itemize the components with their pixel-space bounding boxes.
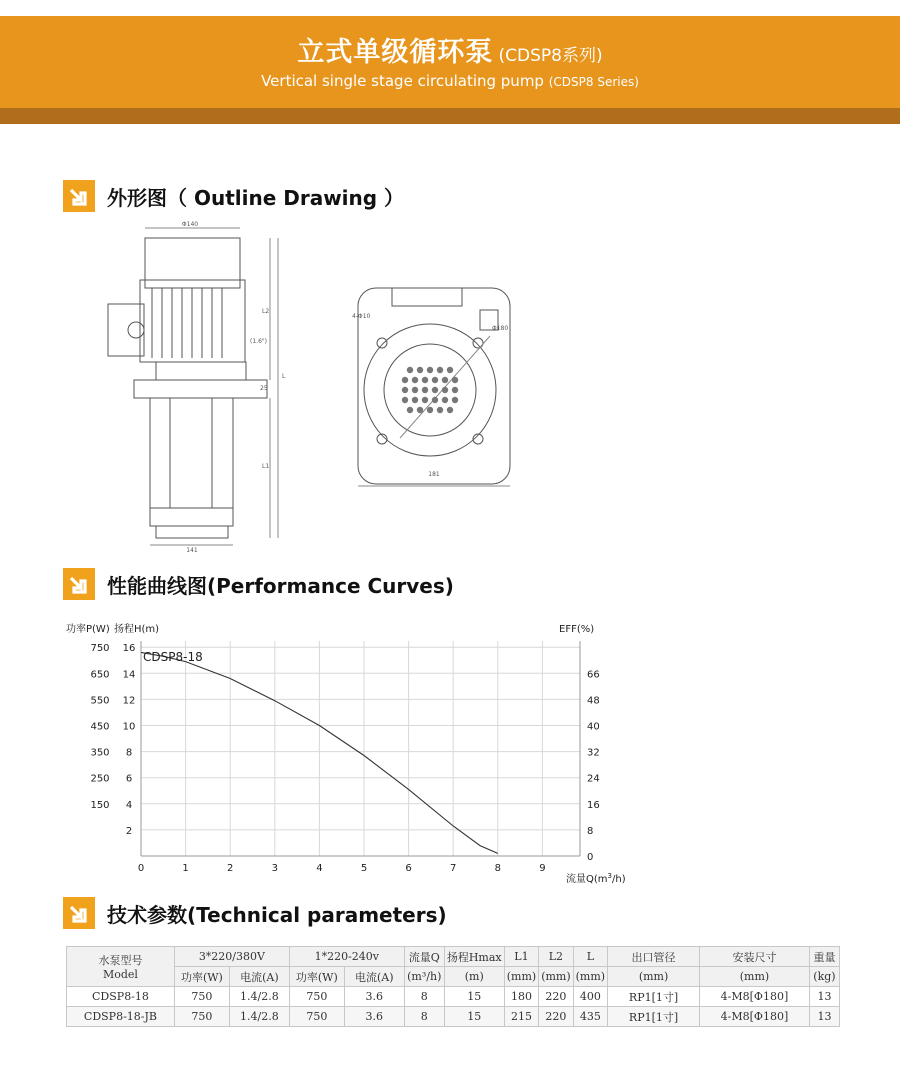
sub-power-3ph: 功率(W) <box>174 967 229 987</box>
cell-l1: 180 <box>504 987 538 1007</box>
eff-tick-label: 66 <box>587 669 600 681</box>
x-tick-label: 9 <box>539 863 546 874</box>
sub-current-1ph: 电流(A) <box>344 967 404 987</box>
cell-l2: 220 <box>539 1007 573 1027</box>
dim-l2-label: L2 <box>262 308 270 315</box>
table-row <box>67 1007 840 1027</box>
outline-section-title: 外形图（ Outline Drawing ） <box>107 185 405 210</box>
dim-l-label: L <box>282 373 286 380</box>
head-tick-label: 4 <box>125 799 133 811</box>
power-tick-label: 150 <box>90 799 110 811</box>
mount-flange <box>134 380 267 398</box>
x-tick-label: 5 <box>360 863 368 874</box>
cell-model: CDSP8-18-JB <box>67 1007 175 1027</box>
sub-weight-unit: (kg) <box>809 967 839 987</box>
series-label: CDSP8-18 <box>143 650 203 664</box>
table-header-row-1 <box>67 947 840 967</box>
cell-head: 15 <box>444 1007 504 1027</box>
eff-tick-label: 24 <box>587 773 600 785</box>
dim-rp-label: (1.6") <box>250 338 267 345</box>
header-head: 扬程Hmax <box>444 947 504 967</box>
x-tick-label: 1 <box>182 863 189 874</box>
sub-power-1ph: 功率(W) <box>289 967 344 987</box>
eff-tick-label: 32 <box>587 747 600 759</box>
x-tick-labels <box>138 863 546 874</box>
power-axis-label: 功率P(W) <box>66 624 110 635</box>
eff-tick-label: 16 <box>587 799 600 811</box>
performance-chart <box>0 615 900 890</box>
performance-section-heading <box>63 568 454 600</box>
header-install: 安装尺寸 <box>700 947 810 967</box>
cell-weight: 13 <box>809 1007 839 1027</box>
banner-title-cn-main: 立式单级循环泵 <box>297 37 494 68</box>
cell-l: 435 <box>573 1007 607 1027</box>
eff-tick-labels <box>587 669 600 863</box>
head-tick-labels <box>123 643 136 837</box>
pump-base <box>150 508 233 526</box>
arrow-down-right-icon <box>63 180 95 212</box>
sub-current-3ph: 电流(A) <box>229 967 289 987</box>
x-tick-label: 3 <box>271 863 278 874</box>
sub-flow-unit: (m³/h) <box>404 967 444 987</box>
table-row <box>67 987 840 1007</box>
dim-bottom-label: 141 <box>186 547 198 553</box>
cell-outlet: RP1[1寸] <box>608 987 700 1007</box>
head-tick-label: 16 <box>122 643 136 655</box>
cell-install: 4-M8[Φ180] <box>700 1007 810 1027</box>
banner-title-cn-series: (CDSP8系列) <box>498 46 603 66</box>
cell-current-3ph: 1.4/2.8 <box>229 1007 289 1027</box>
sub-head-unit: (m) <box>444 967 504 987</box>
banner-title-cn <box>0 30 900 69</box>
header-l: L <box>573 947 607 967</box>
head-tick-label: 2 <box>125 825 133 837</box>
header-3phase: 3*220/380V <box>174 947 289 967</box>
outline-drawing <box>100 218 520 553</box>
plan-outline <box>358 288 510 484</box>
cable-gland <box>128 322 144 338</box>
cell-current-3ph: 1.4/2.8 <box>229 987 289 1007</box>
technical-parameters-table <box>66 946 840 1027</box>
head-tick-label: 12 <box>122 695 136 707</box>
cell-l: 400 <box>573 987 607 1007</box>
plan-fan-grille <box>384 344 476 436</box>
arrow-down-right-icon <box>63 568 95 600</box>
cell-flow: 8 <box>404 987 444 1007</box>
table-header-row-2 <box>67 967 840 987</box>
power-tick-label: 450 <box>90 721 110 733</box>
banner-title-en <box>0 72 900 90</box>
eff-axis-label: EFF(%) <box>559 624 595 635</box>
cell-outlet: RP1[1寸] <box>608 1007 700 1027</box>
technical-section-heading <box>63 897 447 929</box>
banner-title-en-series: (CDSP8 Series) <box>548 75 639 89</box>
head-tick-label: 6 <box>125 773 133 785</box>
arrow-down-right-icon <box>63 897 95 929</box>
banner-title-en-main: Vertical single stage circulating pump <box>261 72 544 90</box>
header-weight: 重量 <box>809 947 839 967</box>
cell-current-1ph: 3.6 <box>344 1007 404 1027</box>
x-tick-label: 6 <box>405 863 412 874</box>
power-tick-label: 550 <box>90 695 110 707</box>
eff-tick-label: 48 <box>587 695 600 707</box>
cell-power-1ph: 750 <box>289 1007 344 1027</box>
header-l1: L1 <box>504 947 538 967</box>
header-1phase: 1*220-240v <box>289 947 404 967</box>
header-banner <box>0 16 900 124</box>
cell-model: CDSP8-18 <box>67 987 175 1007</box>
head-tick-label: 14 <box>122 669 136 681</box>
outline-section-heading <box>63 180 404 212</box>
header-l2: L2 <box>539 947 573 967</box>
sub-outlet-unit: (mm) <box>608 967 700 987</box>
x-tick-label: 0 <box>137 863 145 874</box>
eff-tick-label: 0 <box>587 852 594 863</box>
power-tick-labels <box>90 643 109 811</box>
cell-power-3ph: 750 <box>174 1007 229 1027</box>
head-tick-label: 10 <box>122 721 136 733</box>
header-model: 水泵型号 Model <box>67 947 175 987</box>
head-axis-label: 扬程H(m) <box>114 624 160 635</box>
sub-l-unit: (mm) <box>573 967 607 987</box>
x-tick-label: 4 <box>316 863 323 874</box>
header-outlet: 出口管径 <box>608 947 700 967</box>
cell-power-1ph: 750 <box>289 987 344 1007</box>
sub-install-unit: (mm) <box>700 967 810 987</box>
header-flow: 流量Q <box>404 947 444 967</box>
cell-l2: 220 <box>539 987 573 1007</box>
cell-head: 15 <box>444 987 504 1007</box>
power-tick-label: 250 <box>90 773 110 785</box>
chart-grid <box>141 641 580 856</box>
sub-l2-unit: (mm) <box>539 967 573 987</box>
cell-current-1ph: 3.6 <box>344 987 404 1007</box>
x-tick-label: 2 <box>227 863 234 874</box>
dim-25-label: 25 <box>260 385 268 392</box>
x-tick-label: 7 <box>450 863 457 874</box>
power-tick-label: 750 <box>90 643 110 655</box>
cell-power-3ph: 750 <box>174 987 229 1007</box>
performance-section-title: 性能曲线图(Performance Curves) <box>107 573 454 598</box>
dim-l1-label: L1 <box>262 463 270 470</box>
dim-circle-label: Φ180 <box>492 325 509 332</box>
technical-section-title: 技术参数(Technical parameters) <box>107 902 447 927</box>
cell-l1: 215 <box>504 1007 538 1027</box>
x-tick-label: 8 <box>494 863 501 874</box>
sub-l1-unit: (mm) <box>504 967 538 987</box>
dim-plan-width-label: 181 <box>428 471 440 478</box>
cell-flow: 8 <box>404 1007 444 1027</box>
x-axis-label: 流量$Q(m^3/h)$ <box>566 872 626 885</box>
power-tick-label: 650 <box>90 669 110 681</box>
terminal-box <box>108 304 144 356</box>
banner-underline <box>0 108 900 124</box>
cell-install: 4-M8[Φ180] <box>700 987 810 1007</box>
eff-tick-label: 40 <box>587 721 600 733</box>
dim-top-label: Φ140 <box>181 221 199 228</box>
dim-holes-label: 4-Φ10 <box>352 313 371 320</box>
eff-tick-label: 8 <box>587 825 594 837</box>
power-tick-label: 350 <box>90 747 110 759</box>
pump-column <box>150 398 233 508</box>
head-tick-label: 8 <box>125 747 133 759</box>
cell-weight: 13 <box>809 987 839 1007</box>
